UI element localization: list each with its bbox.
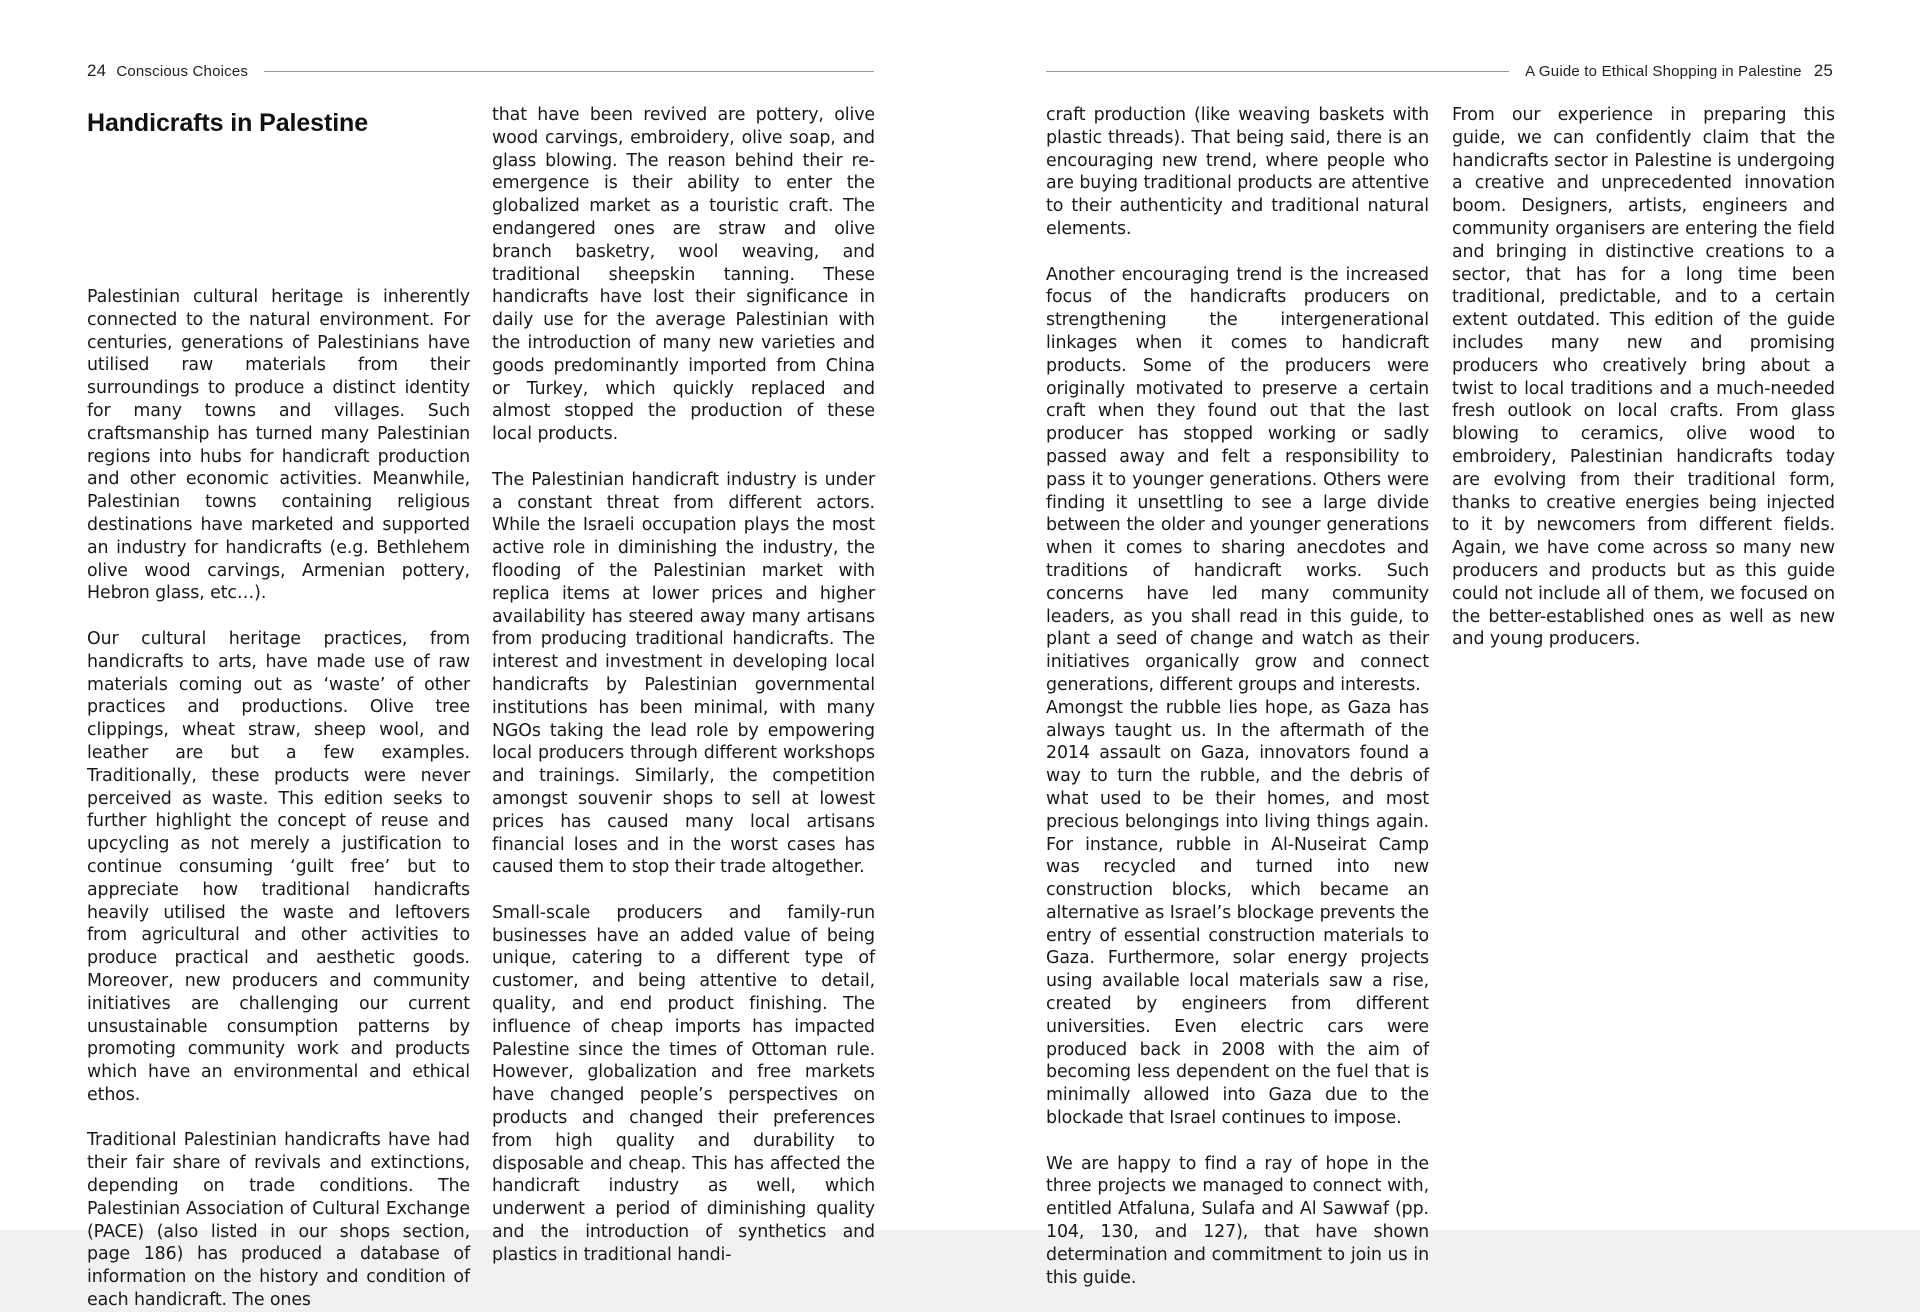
paragraph: craft production (like weaving baskets with plastic threads). That being said, there is an encouraging new trend, where people who are buying traditional products are attentive to their authenticity and traditional natural elements. (1046, 105, 1429, 239)
left-page-header (87, 58, 874, 84)
paragraph: Another encouraging trend is the increased focus of the handicrafts producers on strengthening the intergenerational linkages when it comes to handicraft products. Some of the producers were originally motivated to preserve a certain craft when they found out that the last producer has stopped working or sadly passed away and felt a responsibility to pass it to younger generations. Others were finding it unsettling to see a large divide between the older and younger generations when it comes to sharing anecdotes and traditions of handicraft works. Such concerns have led many community leaders, as you shall read in this guide, to plant a seed of change and watch as their initiatives organically grow and connect generations, different groups and interests. (1046, 264, 1429, 695)
paragraph: Our cultural heritage practices, from handicrafts to arts, have made use of raw materials coming out as ‘waste’ of other practices and productions. Olive tree clippings, wheat straw, sheep wool, and leather are but a few examples. Traditionally, these products were never perceived as waste. This edition seeks to further highlight the concept of reuse and upcycling as not merely a justification to continue consuming ‘guilt free’ but to appreciate how traditional handicrafts heavily utilised the waste and leftovers from agricultural and other activities to produce practical and aesthetic goods. Moreover, new producers and community initiatives are challenging our current unsustainable consumption patterns by promoting community work and products which have an environmental and ethical ethos. (87, 628, 470, 1105)
paragraph: Palestinian cultural heritage is inherently connected to the natural environment. For centuries, generations of Palestinians have utilised raw materials from their surroundings to produce a distinct identity for many towns and villages. Such craftsmanship has turned many Palestinian regions into hubs for handicraft production and other economic activities. Meanwhile, Palestinian towns containing religious destinations have marketed and supported an industry for handicrafts (e.g. Bethlehem olive wood carvings, Armenian pottery, Hebron glass, etc…). (87, 287, 470, 604)
paragraph: From our experience in preparing this guide, we can confidently claim that the handicrafts sector in Palestine is undergoing a creative and unprecedented innovation boom. Designers, artists, engineers and community organisers are entering the field and bringing in distinctive creations to a sector, that has for a long time been traditional, predictable, and to a certain extent outdated. This edition of the guide includes many new and promising producers who creatively bring about a twist to local traditions and a much-needed fresh outlook on local crafts. From glass blowing to ceramics, olive wood to embroidery, Palestinian handicrafts today are evolving from their traditional form, thanks to creative energies being injected to it by newcomers from different fields. Again, we have come across so many new producers and products but as this guide could not include all of them, we focused on the better-established ones as well as new and young producers. (1452, 105, 1835, 650)
right-page-number: 25 (1813, 61, 1833, 80)
paragraph: Amongst the rubble lies hope, as Gaza has always taught us. In the aftermath of the 2014 assault on Gaza, innovators found a way to turn the rubble, and the debris of what used to be their homes, and most precious belongings into living things again. For instance, rubble in Al-Nuseirat Camp was recycled and turned into new construction blocks, which became an alternative as Israel’s blockage prevents the entry of essential construction materials to Gaza. Furthermore, solar energy projects using available local materials saw a rise, created by engineers from different universities. Even electric cars were produced back in 2008 with the aim of becoming less dependent on the fuel that is minimally allowed into Gaza due to the blockade that Israel continues to impose. (1046, 697, 1429, 1129)
paragraph: Small-scale producers and family-run businesses have an added value of being unique, catering to a different type of customer, and being attentive to detail, quality, and end product finishing. The influence of cheap imports has impacted Palestine since the times of Ottoman rule. However, globalization and free markets have changed people’s perspectives on products and changed their preferences from high quality and durability to disposable and cheap. This has affected the handicraft industry as well, which underwent a period of diminishing quality and the introduction of synthetics and plastics in traditional handi- (492, 902, 875, 1265)
right-page-header (1046, 58, 1833, 84)
left-running-title: Conscious Choices (116, 62, 249, 80)
title-spacer (87, 138, 470, 286)
text-column-1 (87, 104, 470, 1312)
right-header-rule (1046, 71, 1509, 72)
left-header-rule (264, 71, 874, 72)
paragraph: The Palestinian handicraft industry is under a constant threat from different actors. While the Israeli occupation plays the most active role in diminishing the industry, the flooding of the Palestinian market with replica items at lower prices and higher availability has steered away many artisans from producing traditional handicrafts. The interest and investment in developing local handicrafts by Palestinian governmental institutions has been minimal, with many NGOs taking the lead role by empowering local producers through different workshops and trainings. Similarly, the competition amongst souvenir shops to sell at lowest prices has caused many local artisans financial loses and in the worst cases has caused them to stop their trade altogether. (492, 469, 875, 878)
text-column-2 (492, 104, 875, 1267)
text-column-3 (1046, 104, 1429, 1289)
right-running-title: A Guide to Ethical Shopping in Palestine (1525, 62, 1802, 80)
section-title: Handicrafts in Palestine (87, 109, 369, 137)
text-column-4 (1452, 104, 1835, 651)
left-page-number: 24 (87, 61, 107, 80)
paragraph: that have been revived are pottery, olive wood carvings, embroidery, olive soap, and glass blowing. The reason behind their re-emergence is their ability to enter the globalized market as a touristic craft. The endangered ones are straw and olive branch basketry, wool weaving, and traditional sheepskin tanning. These handicrafts have lost their significance in daily use for the average Palestinian with the introduction of many new varieties and goods predominantly imported from China or Turkey, which quickly replaced and almost stopped the production of these local products. (492, 105, 875, 445)
paragraph: We are happy to find a ray of hope in the three projects we managed to connect with, entitled Atfaluna, Sulafa and Al Sawwaf (pp. 104, 130, and 127), that have shown determination and commitment to join us in this guide. (1046, 1153, 1429, 1288)
paragraph: Traditional Palestinian handicrafts have had their fair share of revivals and extinctions, depending on trade conditions. The Palestinian Association of Cultural Exchange (PACE) (also listed in our shops section, page 186) has produced a database of information on the history and condition of each handicraft. The ones (87, 1130, 470, 1311)
